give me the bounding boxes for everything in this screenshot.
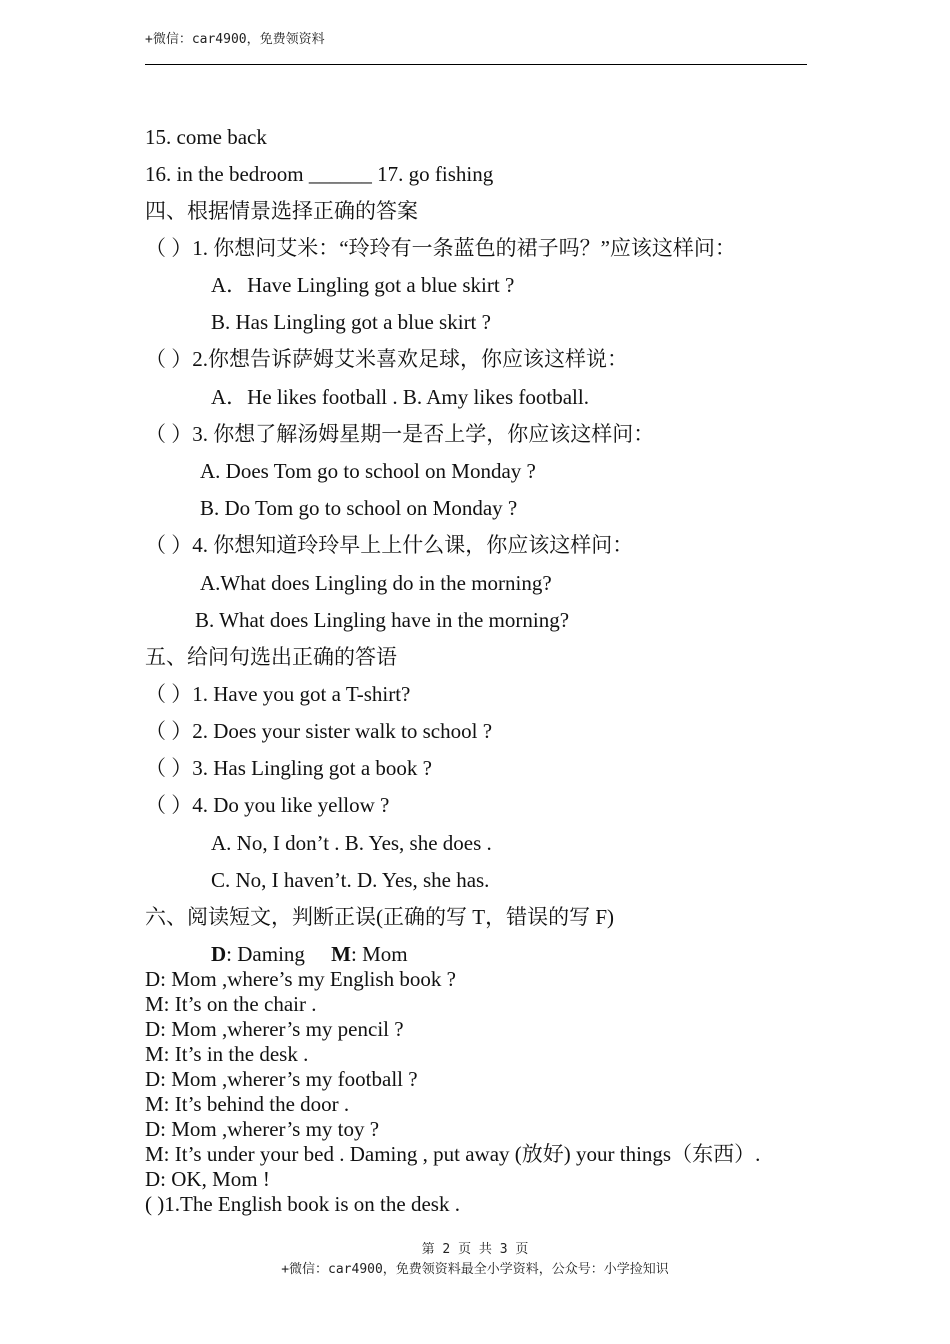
s5-q3: （ ）3. Has Lingling got a book ? bbox=[145, 756, 432, 780]
section-4-title: 四、根据情景选择正确的答案 bbox=[145, 199, 418, 223]
dialogue-line: D: Mom ,wherer’s my pencil ? bbox=[145, 1017, 404, 1041]
dialogue-line: D: Mom ,where’s my English book ? bbox=[145, 967, 456, 991]
s5-options-cd: C. No, I haven’t. D. Yes, she has. bbox=[211, 868, 490, 892]
dialogue-line: M: It’s under your bed . Daming , put away (放好) your things（东西）. bbox=[145, 1142, 761, 1166]
s5-q2: （ ）2. Does your sister walk to school ? bbox=[145, 719, 493, 743]
header-note: +微信：car4900，免费领资料 bbox=[145, 32, 325, 47]
dialogue-line: D: Mom ,wherer’s my football ? bbox=[145, 1067, 418, 1091]
section-5-title: 五、给问句选出正确的答语 bbox=[145, 645, 397, 669]
s4-q2-prompt: （ ）2.你想告诉萨姆艾米喜欢足球，你应该这样说： bbox=[145, 347, 628, 371]
s6-question-1: ( )1.The English book is on the desk . bbox=[145, 1192, 460, 1216]
item-16-17: 16. in the bedroom ______ 17. go fishing bbox=[145, 162, 494, 186]
s4-q4-prompt: （ ）4. 你想知道玲玲早上上什么课，你应该这样问： bbox=[145, 533, 634, 557]
s4-q4-option-b: B. What does Lingling have in the morning? bbox=[195, 608, 570, 632]
speaker-m-letter: M bbox=[331, 942, 351, 966]
s4-q1-prompt: （ ）1. 你想问艾米：“玲玲有一条蓝色的裙子吗？”应该这样问： bbox=[145, 236, 736, 260]
dialogue-line: D: OK, Mom ! bbox=[145, 1167, 270, 1191]
speaker-m-name: : Mom bbox=[351, 942, 408, 966]
dialogue-line: D: Mom ,wherer’s my toy ? bbox=[145, 1117, 380, 1141]
page-number: 第 2 页 共 3 页 bbox=[421, 1242, 529, 1257]
footer-note: +微信：car4900，免费领资料最全小学资料，公众号：小学捡知识 bbox=[281, 1262, 669, 1277]
header-rule bbox=[145, 64, 807, 65]
speaker-d-name: : Daming bbox=[226, 942, 332, 966]
s4-q1-option-b: B. Has Lingling got a blue skirt ? bbox=[211, 310, 491, 334]
s4-q2-options: A．He likes football . B. Amy likes football. bbox=[211, 385, 589, 409]
section-6-title: 六、阅读短文，判断正误(正确的写 T，错误的写 F) bbox=[145, 905, 614, 929]
s4-q3-option-a: A. Does Tom go to school on Monday ? bbox=[200, 459, 536, 483]
speaker-key bbox=[211, 942, 408, 966]
dialogue-line: M: It’s in the desk . bbox=[145, 1042, 309, 1066]
s5-options-ab: A. No, I don’t . B. Yes, she does . bbox=[211, 831, 492, 855]
item-15: 15. come back bbox=[145, 125, 267, 149]
s4-q1-option-a: A．Have Lingling got a blue skirt ? bbox=[211, 273, 515, 297]
s5-q4: （ ）4. Do you like yellow ? bbox=[145, 793, 390, 817]
s4-q4-option-a: A.What does Lingling do in the morning? bbox=[200, 571, 552, 595]
s5-q1: （ ）1. Have you got a T-shirt? bbox=[145, 682, 411, 706]
s4-q3-prompt: （ ）3. 你想了解汤姆星期一是否上学，你应该这样问： bbox=[145, 422, 655, 446]
speaker-d-letter: D bbox=[211, 942, 227, 966]
dialogue-line: M: It’s behind the door . bbox=[145, 1092, 350, 1116]
s4-q3-option-b: B. Do Tom go to school on Monday ? bbox=[200, 496, 518, 520]
dialogue-line: M: It’s on the chair . bbox=[145, 992, 317, 1016]
